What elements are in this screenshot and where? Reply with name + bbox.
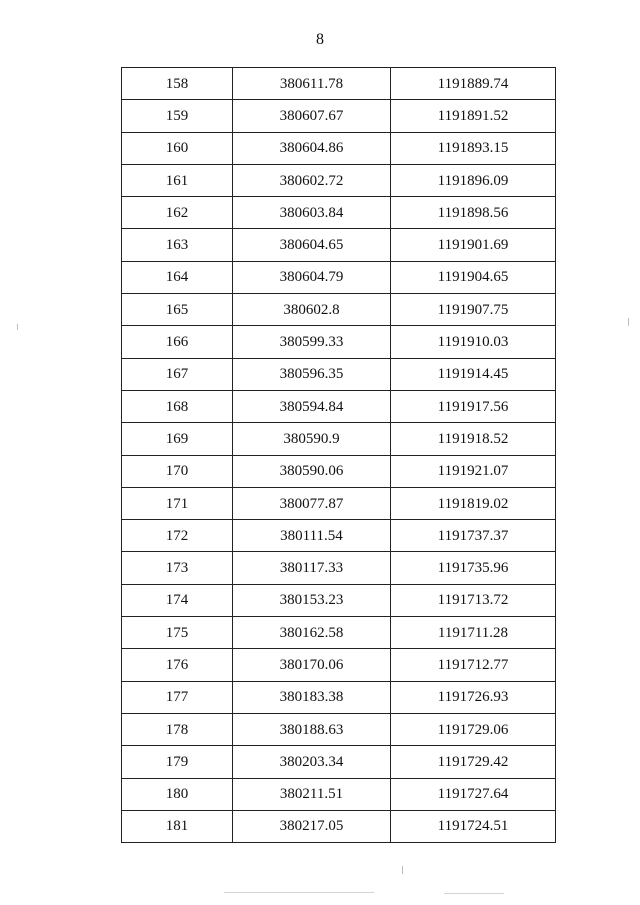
y-coordinate-cell: 1191898.56 [391, 197, 556, 229]
y-coordinate-cell: 1191711.28 [391, 617, 556, 649]
y-coordinate-cell: 1191712.77 [391, 649, 556, 681]
y-coordinate-cell: 1191889.74 [391, 68, 556, 100]
table-row [122, 390, 556, 422]
scan-artifact [224, 892, 374, 893]
table-row [122, 810, 556, 842]
point-id-cell: 169 [122, 423, 233, 455]
table-row [122, 100, 556, 132]
scan-artifact [402, 866, 403, 874]
y-coordinate-cell: 1191729.06 [391, 713, 556, 745]
point-id-cell: 171 [122, 487, 233, 519]
x-coordinate-cell: 380602.8 [233, 294, 391, 326]
coordinate-table-body [122, 68, 556, 843]
x-coordinate-cell: 380604.86 [233, 132, 391, 164]
table-row [122, 681, 556, 713]
point-id-cell: 170 [122, 455, 233, 487]
point-id-cell: 167 [122, 358, 233, 390]
x-coordinate-cell: 380603.84 [233, 197, 391, 229]
point-id-cell: 166 [122, 326, 233, 358]
point-id-cell: 163 [122, 229, 233, 261]
table-row [122, 455, 556, 487]
table-row [122, 197, 556, 229]
x-coordinate-cell: 380153.23 [233, 584, 391, 616]
y-coordinate-cell: 1191819.02 [391, 487, 556, 519]
point-id-cell: 178 [122, 713, 233, 745]
point-id-cell: 161 [122, 164, 233, 196]
point-id-cell: 174 [122, 584, 233, 616]
table-row [122, 132, 556, 164]
x-coordinate-cell: 380590.9 [233, 423, 391, 455]
y-coordinate-cell: 1191735.96 [391, 552, 556, 584]
table-row [122, 713, 556, 745]
y-coordinate-cell: 1191904.65 [391, 261, 556, 293]
point-id-cell: 176 [122, 649, 233, 681]
x-coordinate-cell: 380183.38 [233, 681, 391, 713]
x-coordinate-cell: 380188.63 [233, 713, 391, 745]
table-row [122, 68, 556, 100]
point-id-cell: 162 [122, 197, 233, 229]
point-id-cell: 173 [122, 552, 233, 584]
point-id-cell: 177 [122, 681, 233, 713]
table-row [122, 164, 556, 196]
y-coordinate-cell: 1191893.15 [391, 132, 556, 164]
y-coordinate-cell: 1191914.45 [391, 358, 556, 390]
x-coordinate-cell: 380203.34 [233, 746, 391, 778]
point-id-cell: 181 [122, 810, 233, 842]
x-coordinate-cell: 380111.54 [233, 520, 391, 552]
x-coordinate-cell: 380602.72 [233, 164, 391, 196]
table-row [122, 584, 556, 616]
point-id-cell: 159 [122, 100, 233, 132]
y-coordinate-cell: 1191896.09 [391, 164, 556, 196]
y-coordinate-cell: 1191724.51 [391, 810, 556, 842]
table-row [122, 617, 556, 649]
table-row [122, 358, 556, 390]
scan-artifact [17, 324, 18, 330]
point-id-cell: 158 [122, 68, 233, 100]
x-coordinate-cell: 380162.58 [233, 617, 391, 649]
y-coordinate-cell: 1191918.52 [391, 423, 556, 455]
x-coordinate-cell: 380594.84 [233, 390, 391, 422]
y-coordinate-cell: 1191921.07 [391, 455, 556, 487]
x-coordinate-cell: 380604.79 [233, 261, 391, 293]
x-coordinate-cell: 380596.35 [233, 358, 391, 390]
table-row [122, 649, 556, 681]
x-coordinate-cell: 380211.51 [233, 778, 391, 810]
y-coordinate-cell: 1191727.64 [391, 778, 556, 810]
table-row [122, 423, 556, 455]
coordinate-table [121, 67, 556, 843]
point-id-cell: 168 [122, 390, 233, 422]
x-coordinate-cell: 380590.06 [233, 455, 391, 487]
point-id-cell: 165 [122, 294, 233, 326]
y-coordinate-cell: 1191910.03 [391, 326, 556, 358]
page-number: 8 [316, 31, 324, 48]
x-coordinate-cell: 380077.87 [233, 487, 391, 519]
x-coordinate-cell: 380170.06 [233, 649, 391, 681]
scan-artifact [444, 893, 504, 894]
y-coordinate-cell: 1191737.37 [391, 520, 556, 552]
table-row [122, 520, 556, 552]
point-id-cell: 160 [122, 132, 233, 164]
point-id-cell: 179 [122, 746, 233, 778]
x-coordinate-cell: 380604.65 [233, 229, 391, 261]
table-row [122, 746, 556, 778]
table-row [122, 326, 556, 358]
y-coordinate-cell: 1191907.75 [391, 294, 556, 326]
y-coordinate-cell: 1191713.72 [391, 584, 556, 616]
table-row [122, 778, 556, 810]
y-coordinate-cell: 1191726.93 [391, 681, 556, 713]
y-coordinate-cell: 1191901.69 [391, 229, 556, 261]
table-row [122, 294, 556, 326]
table-row [122, 229, 556, 261]
y-coordinate-cell: 1191917.56 [391, 390, 556, 422]
x-coordinate-cell: 380607.67 [233, 100, 391, 132]
table-row [122, 261, 556, 293]
point-id-cell: 172 [122, 520, 233, 552]
x-coordinate-cell: 380599.33 [233, 326, 391, 358]
x-coordinate-cell: 380217.05 [233, 810, 391, 842]
x-coordinate-cell: 380611.78 [233, 68, 391, 100]
point-id-cell: 175 [122, 617, 233, 649]
point-id-cell: 164 [122, 261, 233, 293]
scan-artifact [628, 318, 629, 326]
y-coordinate-cell: 1191891.52 [391, 100, 556, 132]
x-coordinate-cell: 380117.33 [233, 552, 391, 584]
y-coordinate-cell: 1191729.42 [391, 746, 556, 778]
table-row [122, 487, 556, 519]
point-id-cell: 180 [122, 778, 233, 810]
table-row [122, 552, 556, 584]
